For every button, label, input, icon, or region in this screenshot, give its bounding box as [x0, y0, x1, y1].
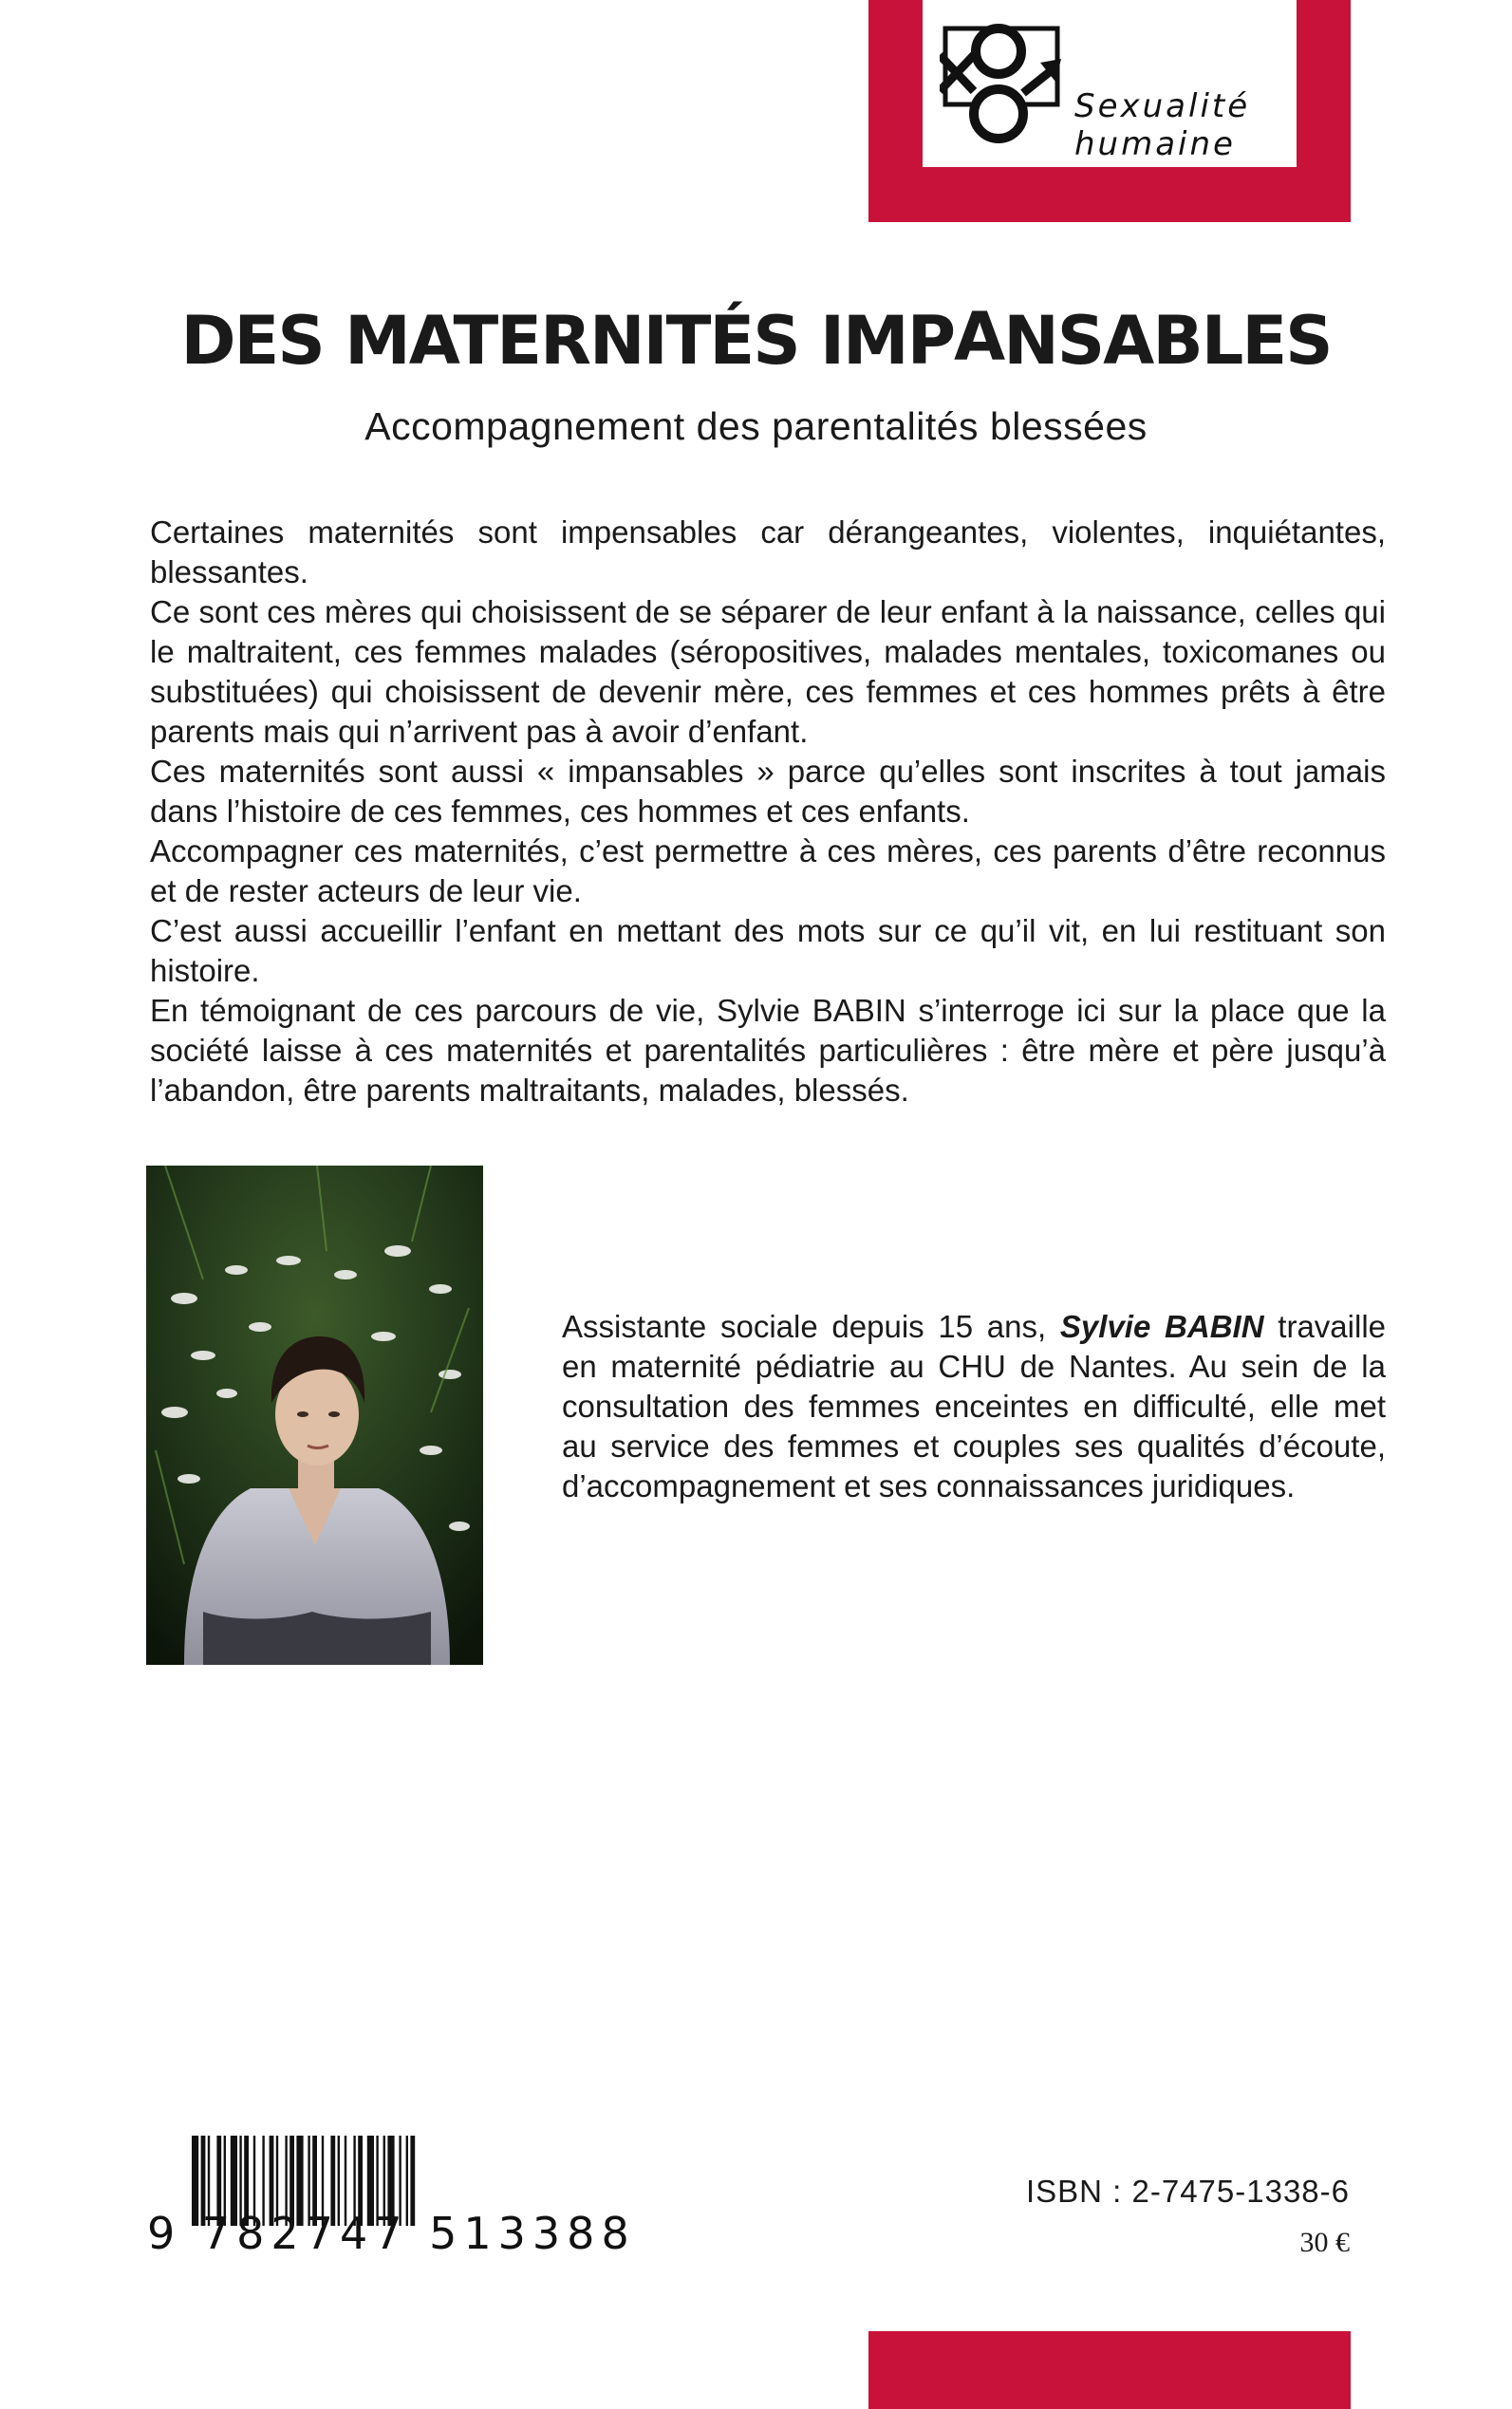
- title-part-2: NSABLES: [1003, 302, 1332, 380]
- series-line-2: humaine: [1074, 125, 1236, 163]
- bio-intro: Assistante sociale depuis 15 ans,: [562, 1309, 1047, 1344]
- barcode-digits: 9 782747 513388: [147, 2208, 636, 2259]
- gender-symbols-logo-icon: [940, 23, 1063, 156]
- author-portrait-image: [146, 1166, 483, 1665]
- book-title: [0, 298, 1512, 380]
- series-logo-box: [923, 0, 1297, 167]
- series-line-1: Sexualité: [1074, 87, 1251, 125]
- price-label: 30 €: [1299, 2227, 1350, 2258]
- author-bio: [562, 1307, 1386, 1506]
- title-part-1: DES MATERNITÉS IMP: [180, 302, 954, 380]
- summary-paragraph: Ces maternités sont aussi « impansables » parce qu’elles sont inscrites à tout jamais dans l’histoire de ces femmes, ces hommes et ces enfants.: [150, 754, 1386, 829]
- bottom-red-band: [868, 2331, 1351, 2409]
- author-photo: [146, 1166, 483, 1665]
- summary-text: [150, 513, 1386, 1111]
- series-name: [1074, 87, 1250, 163]
- isbn-number: ISBN : 2-7475-1338-6: [1025, 2174, 1350, 2209]
- author-name: Sylvie BABIN: [1059, 1309, 1264, 1344]
- summary-paragraph: Accompagner ces maternités, c’est permettre à ces mères, ces parents d’être reconnus et de rester acteurs de leur vie.: [150, 833, 1386, 908]
- summary-paragraph: Certaines maternités sont impensables car dérangeantes, violentes, inquiétantes, blessantes.: [150, 514, 1386, 589]
- book-subtitle: Accompagnement des parentalités blessées: [364, 404, 1148, 448]
- summary-paragraph: C’est aussi accueillir l’enfant en mettant des mots sur ce qu’il vit, en lui restituant son histoire.: [150, 913, 1386, 988]
- summary-paragraph: Ce sont ces mères qui choisissent de se séparer de leur enfant à la naissance, celles qui le maltraitent, ces femmes malades (séropositives, malades mentales, toxicomanes ou substituées) qui choisissent de devenir mère, ces femmes et ces hommes prêts à être parents mais qui n’arrivent pas à avoir d’enfant.: [150, 594, 1386, 749]
- summary-paragraph: En témoignant de ces parcours de vie, Sylvie BABIN s’interroge ici sur la place que la société laisse à ces maternités et parentalités particulières : être mère et père jusqu’à l’abandon, être parents maltraitants, malades, blessés.: [150, 993, 1386, 1108]
- bio-rest: travaille en maternité pédiatrie au CHU de Nantes. Au sein de la consultation des femmes enceintes en difficulté, elle met au service des femmes et couples ses qualités d’écoute, d’accompagnement et ses connaissances juridiques.: [562, 1309, 1387, 1503]
- title-special-letter: A: [954, 298, 1004, 376]
